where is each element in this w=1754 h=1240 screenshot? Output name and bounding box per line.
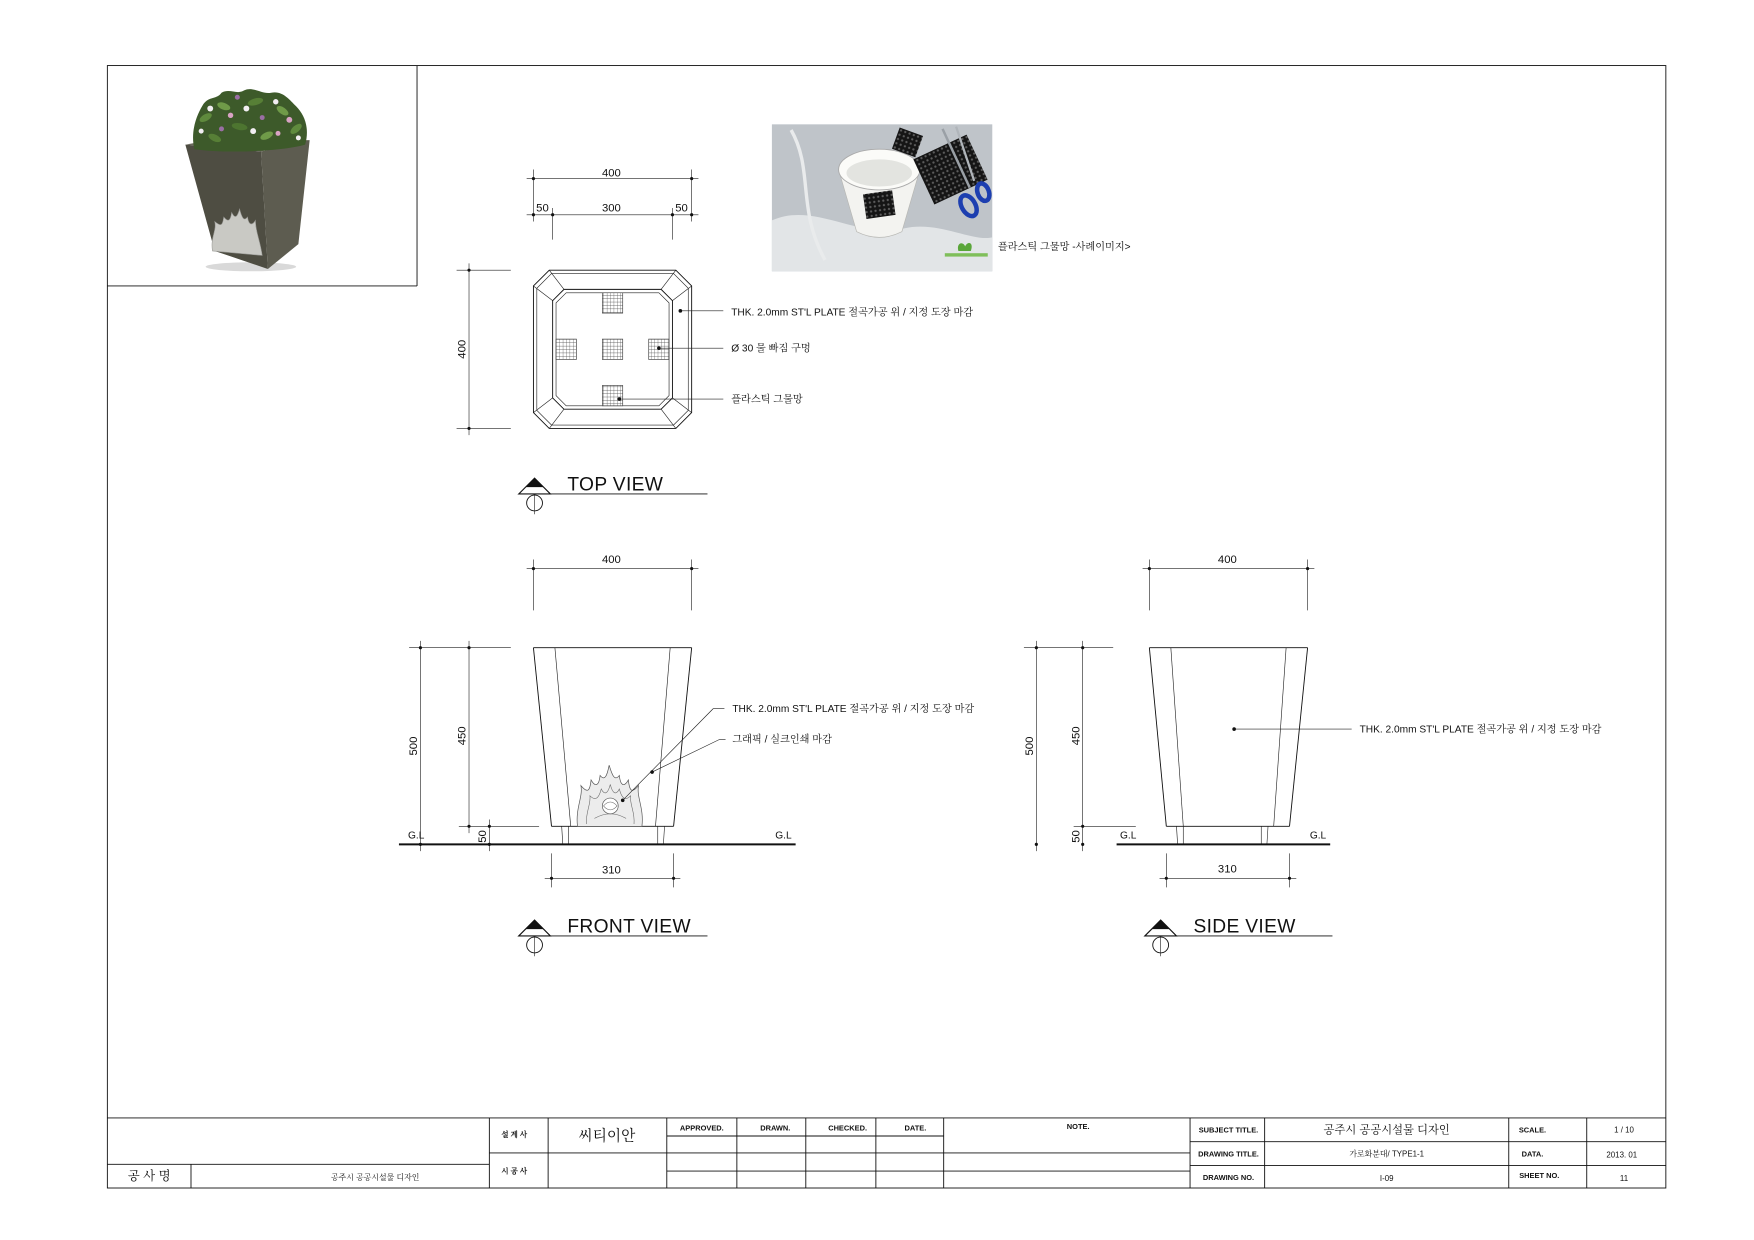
side-view-total-height-dimension: 500: [1023, 736, 1036, 756]
subject-title-label: SUBJECT TITLE.: [1198, 1125, 1259, 1135]
sheet-no-value: 11: [1619, 1174, 1629, 1184]
title-block: [107, 1118, 1665, 1188]
front-view-plate-note: THK. 2.0mm ST'L PLATE 절곡가공 위 / 지정 도장 마감: [732, 704, 975, 716]
top-view-center-dimension: 300: [601, 202, 621, 215]
drawing-no-label: DRAWING NO.: [1202, 1173, 1255, 1183]
side-view-ground-label-right: G.L: [1309, 830, 1327, 842]
approved-header: APPROVED.: [679, 1123, 724, 1133]
side-view-ground-label-left: G.L: [1119, 830, 1137, 842]
drain-hole-mesh-pads: [556, 293, 669, 406]
drawing-title-label: DRAWING TITLE.: [1198, 1149, 1259, 1159]
date-label: DATA.: [1521, 1149, 1544, 1159]
top-view-leaders: [618, 309, 724, 401]
top-view-depth-dimension: 400: [456, 339, 469, 359]
side-view-top-width-dimension: 400: [1217, 553, 1237, 566]
side-view-body-height-dimension: 450: [1070, 726, 1083, 746]
side-view-base-width-dimension: 310: [1217, 863, 1237, 876]
designer-label: 설 계 사: [501, 1130, 528, 1140]
side-view-dimension-lines: [1024, 560, 1314, 888]
side-view-leaders: [1232, 727, 1351, 731]
reference-photo: [772, 124, 992, 271]
planter-render: [185, 89, 309, 271]
date-value: 2013. 01: [1606, 1150, 1638, 1160]
scale-value: 1 / 10: [1614, 1125, 1634, 1135]
front-view-dimension-lines: [409, 560, 698, 888]
designer-name: 씨티이안: [578, 1128, 636, 1145]
side-view: [1024, 554, 1602, 956]
checked-header: CHECKED.: [828, 1123, 868, 1133]
front-view-ground-label-right: G.L: [775, 830, 792, 842]
project-name-value: 공주시 공공시설물 디자인: [331, 1173, 420, 1183]
front-view-total-height-dimension: 500: [408, 736, 421, 756]
date-header: DATE.: [904, 1123, 927, 1133]
top-view-left-flange-dimension: 50: [536, 202, 549, 215]
side-view-leg-height-dimension: 50: [1070, 830, 1083, 843]
drawing-no-value: I-09: [1379, 1174, 1394, 1184]
front-view: [399, 554, 974, 956]
side-view-planter-outline: [1149, 648, 1307, 845]
front-view-base-width-dimension: 310: [601, 864, 621, 877]
front-view-ground-label-left: G.L: [407, 830, 425, 842]
front-view-graphic-note: 그래픽 / 실크인쇄 마감: [732, 734, 832, 746]
subject-title-value: 공주시 공공시설물 디자인: [1323, 1124, 1450, 1137]
contractor-label: 시 공 사: [501, 1166, 528, 1176]
top-view-right-flange-dimension: 50: [675, 202, 688, 215]
side-view-title: SIDE VIEW: [1193, 916, 1296, 938]
top-view-title: TOP VIEW: [567, 474, 664, 496]
top-view-dimension-lines: [457, 170, 699, 436]
drawn-header: DRAWN.: [760, 1123, 791, 1133]
project-name-label: 공 사 명: [127, 1169, 171, 1184]
flame-graphic: [577, 765, 642, 826]
front-view-title: FRONT VIEW: [567, 916, 691, 938]
reference-photo-caption: 플라스틱 그물망 -사례이미지>: [997, 241, 1131, 253]
side-view-plate-note: THK. 2.0mm ST'L PLATE 절곡가공 위 / 지정 도장 마감: [1359, 724, 1602, 736]
sheet-no-label: SHEET NO.: [1519, 1170, 1560, 1180]
top-view-plate-note: THK. 2.0mm ST'L PLATE 절곡가공 위 / 지정 도장 마감: [731, 307, 974, 319]
front-view-leg-height-dimension: 50: [476, 830, 489, 843]
front-view-body-height-dimension: 450: [456, 726, 469, 746]
top-view-width-dimension: 400: [601, 167, 621, 180]
scale-label: SCALE.: [1518, 1125, 1547, 1135]
planter-foliage: [193, 89, 307, 151]
front-view-top-width-dimension: 400: [601, 553, 621, 566]
drawing-title-value: 가로화분대/ TYPE1-1: [1349, 1149, 1425, 1159]
note-header: NOTE.: [1066, 1122, 1090, 1132]
top-view-mesh-note: 플라스틱 그물망: [731, 394, 803, 406]
top-view-drain-hole-note: Ø 30 물 빠짐 구멍: [731, 343, 811, 355]
